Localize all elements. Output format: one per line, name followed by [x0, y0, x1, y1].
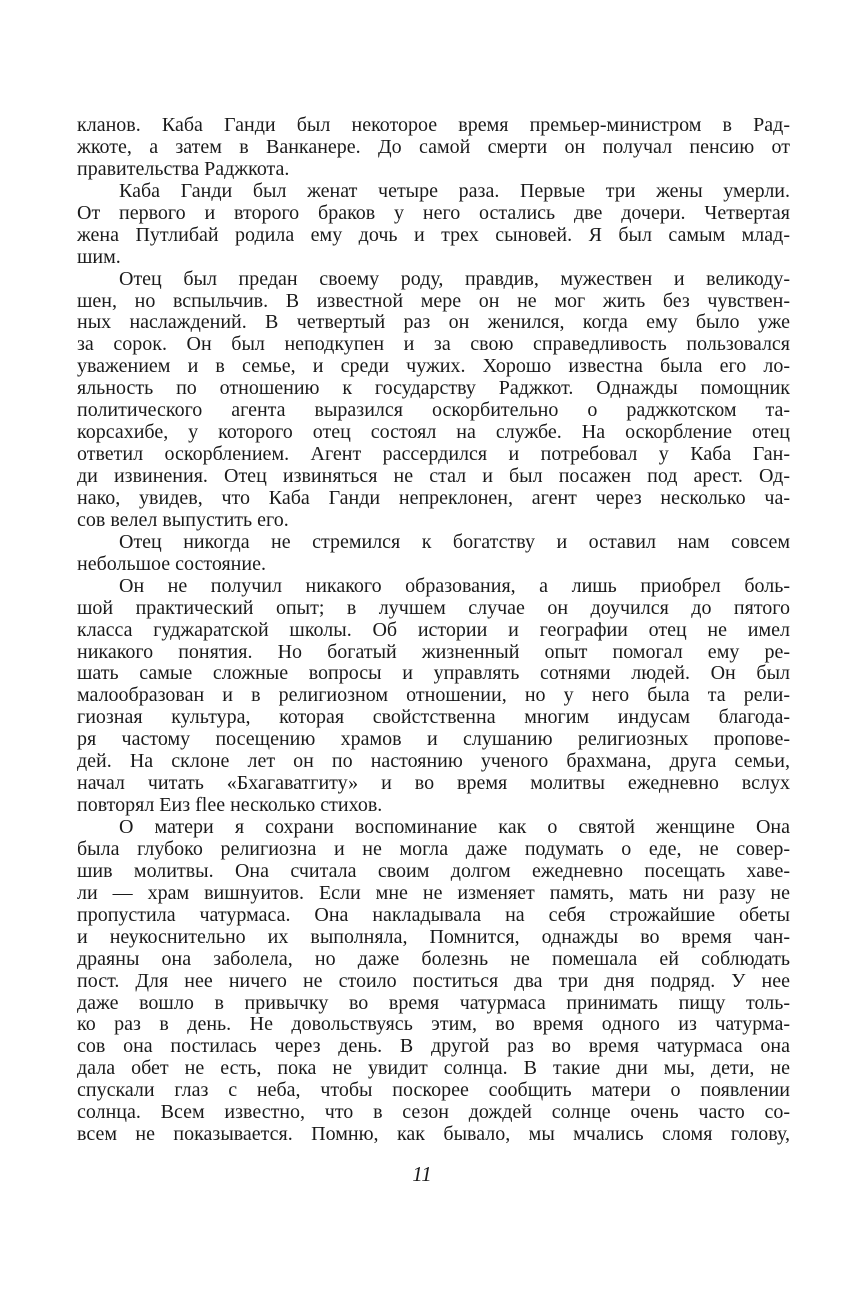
text-line: правительства Раджкота. — [77, 157, 290, 180]
text-line: жкоте, а затем в Ванканере. До самой смерти он получал пенсию от — [77, 135, 790, 158]
text-line: яльность по отношению к государству Раджкот. Однажды помощник — [77, 377, 790, 400]
text-line: пост. Для нее ничего не стоило поститься два три дня подряд. У нее — [77, 969, 790, 992]
page-number: 11 — [412, 1162, 432, 1186]
paragraph — [77, 269, 790, 532]
text-line: ди извинения. Отец извиняться не стал и был посажен под арест. Од- — [77, 465, 790, 487]
text-line: шой практический опыт; в лучшем случае он доучился до пятого — [77, 596, 790, 619]
text-line: сов велел выпустить его. — [77, 508, 289, 531]
text-line: уважением и в семье, и среди чужих. Хорошо известна была его ло- — [77, 355, 790, 378]
paragraph — [77, 532, 790, 576]
text-line: даже вошло в привычку во время чатурмаса принимать пищу толь- — [77, 991, 790, 1014]
text-line: ко раз в день. Не довольствуясь этим, во время одного из чатурма- — [77, 1013, 790, 1036]
text-line: кланов. Каба Ганди был некоторое время премьер-министром в Рад- — [77, 114, 790, 136]
text-line: политического агента выразился оскорбительно о раджкотском та- — [77, 399, 790, 422]
text-line: гиозная культура, которая свойстственна многим индусам благода- — [77, 706, 790, 729]
text-line: шим. — [77, 245, 121, 268]
text-line: всем не показывается. Помню, как бывало, мы мчались сломя голову, — [77, 1123, 790, 1146]
text-line: корсахибе, у которого отец состоял на службе. На оскорбление отец — [77, 421, 790, 444]
text-line: дала обет не есть, пока не увидит солнца. В такие дни мы, дети, не — [77, 1057, 790, 1080]
text-line: шен, но вспыльчив. В известной мере он не мог жить без чувствен- — [77, 289, 790, 312]
paragraph — [77, 181, 790, 269]
text-line: Он не получил никакого образования, а лишь приобрел боль- — [119, 574, 790, 597]
paragraph — [77, 115, 790, 181]
text-line: была глубоко религиозна и не могла даже подумать о еде, не совер- — [77, 837, 790, 860]
text-line: пропустила чатурмаса. Она накладывала на себя строжайшие обеты — [77, 903, 790, 926]
text-line: ответил оскорблением. Агент рассердился и потребовал у Каба Ган- — [77, 443, 790, 466]
text-line: никакого понятия. Но богатый жизненный опыт помогал ему ре- — [77, 640, 790, 663]
text-line: класса гуджаратской школы. Об истории и географии отец не имел — [77, 618, 790, 641]
text-line: небольшое состояние. — [77, 552, 266, 575]
text-line: солнца. Всем известно, что в сезон дождей солнце очень часто со- — [77, 1101, 790, 1124]
paragraph — [77, 817, 790, 1146]
text-line: шив молитвы. Она считала своим долгом ежедневно посещать хаве- — [77, 859, 790, 882]
text-line: ли — храм вишнуитов. Если мне не изменяет память, мать ни разу не — [77, 881, 790, 904]
text-line: Отец никогда не стремился к богатству и оставил нам совсем — [119, 530, 790, 553]
text-line: нако, увидев, что Каба Ганди непреклонен, агент через несколько ча- — [77, 486, 790, 509]
paragraph — [77, 576, 790, 817]
text-line: жена Путлибай родила ему дочь и трех сыновей. Я был самым млад- — [77, 223, 790, 246]
text-line: сов она постилась через день. В другой раз во время чатурмаса она — [77, 1035, 790, 1058]
text-line: От первого и второго браков у него остались две дочери. Четвертая — [77, 201, 790, 224]
text-line: начал читать «Бхагаватгиту» и во время молитвы ежедневно вслух — [77, 772, 790, 795]
text-line: дей. На склоне лет он по настоянию ученого брахмана, друга семьи, — [77, 750, 790, 773]
text-line: ных наслаждений. В четвертый раз он женился, когда ему было уже — [77, 311, 790, 334]
text-line: ря частому посещению храмов и слушанию религиозных пропове- — [77, 728, 790, 751]
text-line: за сорок. Он был неподкупен и за свою справедливость пользовался — [77, 333, 790, 356]
text-line: Отец был предан своему роду, правдив, мужествен и великоду- — [119, 267, 790, 290]
text-line: шать самые сложные вопросы и управлять сотнями людей. Он был — [77, 662, 790, 685]
text-line: драяны она заболела, но даже болезнь не помешала ей соблюдать — [77, 947, 790, 970]
body-text — [77, 115, 790, 1146]
text-line: О матери я сохрани воспоминание как о святой женщине Она — [119, 816, 790, 838]
text-line: повторял Еиз flee несколько стихов. — [77, 794, 383, 817]
text-line: Каба Ганди был женат четыре раза. Первые три жены умерли. — [119, 179, 790, 202]
text-line: и неукоснительно их выполняла, Помнится, однажды во время чан- — [77, 925, 790, 948]
text-line: спускали глаз с неба, чтобы поскорее сообщить матери о появлении — [77, 1079, 790, 1102]
text-line: малообразован и в религиозном отношении, но у него была та рели- — [77, 684, 790, 707]
